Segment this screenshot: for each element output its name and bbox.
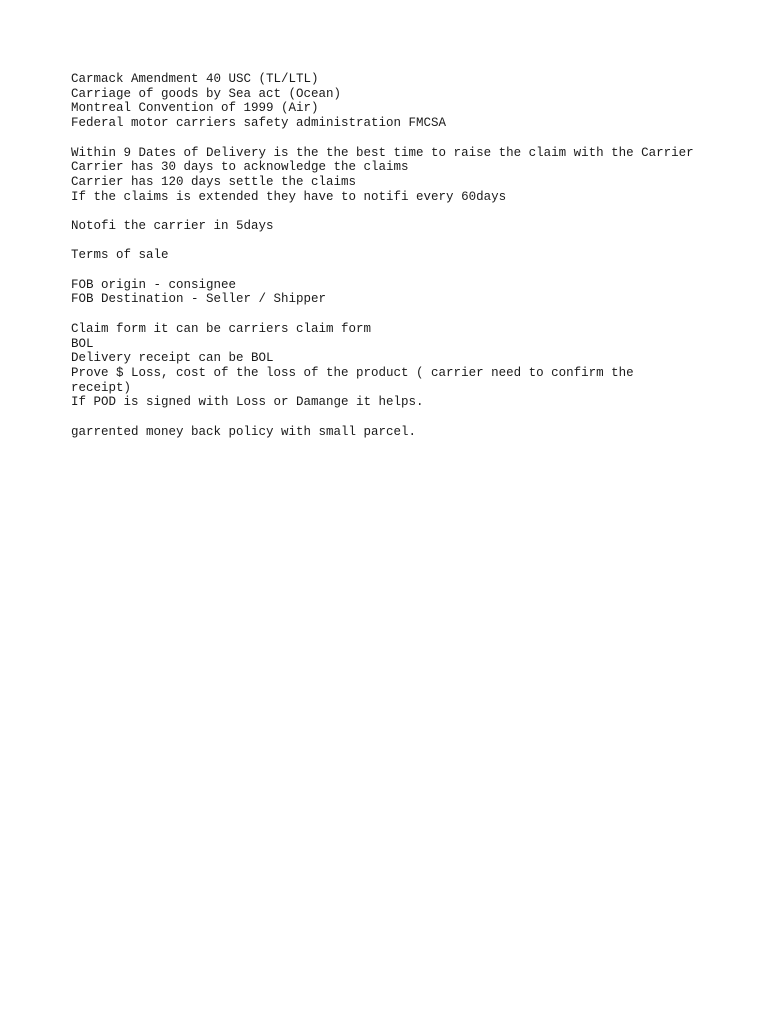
paragraph-small-parcel <box>71 425 751 440</box>
paragraph-fob <box>71 278 751 307</box>
text-line: receipt) <box>71 380 132 395</box>
paragraph-terms-heading <box>71 248 751 263</box>
text-line: Carrier has 120 days settle the claims <box>71 174 357 189</box>
text-line: If POD is signed with Loss or Damange it helps. <box>71 395 424 410</box>
text-line: Carriage of goods by Sea act (Ocean) <box>71 86 342 101</box>
text-line: Within 9 Dates of Delivery is the the best time to raise the claim with the Carrier <box>71 145 694 160</box>
text-line: Claim form it can be carriers claim form <box>71 321 372 336</box>
paragraph-claim-docs <box>71 322 751 410</box>
text-line: FOB origin - consignee <box>71 277 237 292</box>
paragraph-notify <box>71 219 751 234</box>
text-line: Delivery receipt can be BOL <box>71 351 274 366</box>
text-line: FOB Destination - Seller / Shipper <box>71 292 327 307</box>
text-line: BOL <box>71 336 94 351</box>
text-line: Carmack Amendment 40 USC (TL/LTL) <box>71 72 319 86</box>
text-line: Carrier has 30 days to acknowledge the claims <box>71 160 409 175</box>
paragraph-timelines <box>71 146 751 205</box>
text-line: If the claims is extended they have to notifi every 60days <box>71 189 507 204</box>
text-line: Terms of sale <box>71 248 169 263</box>
text-line: Federal motor carriers safety administration FMCSA <box>71 116 447 131</box>
text-line: Prove $ Loss, cost of the loss of the product ( carrier need to confirm the <box>71 365 634 380</box>
paragraph-regulations <box>71 72 751 131</box>
text-line: Montreal Convention of 1999 (Air) <box>71 101 319 116</box>
text-line: Notofi the carrier in 5days <box>71 219 274 233</box>
text-line: garrented money back policy with small parcel. <box>71 424 417 439</box>
document-body <box>71 72 751 454</box>
